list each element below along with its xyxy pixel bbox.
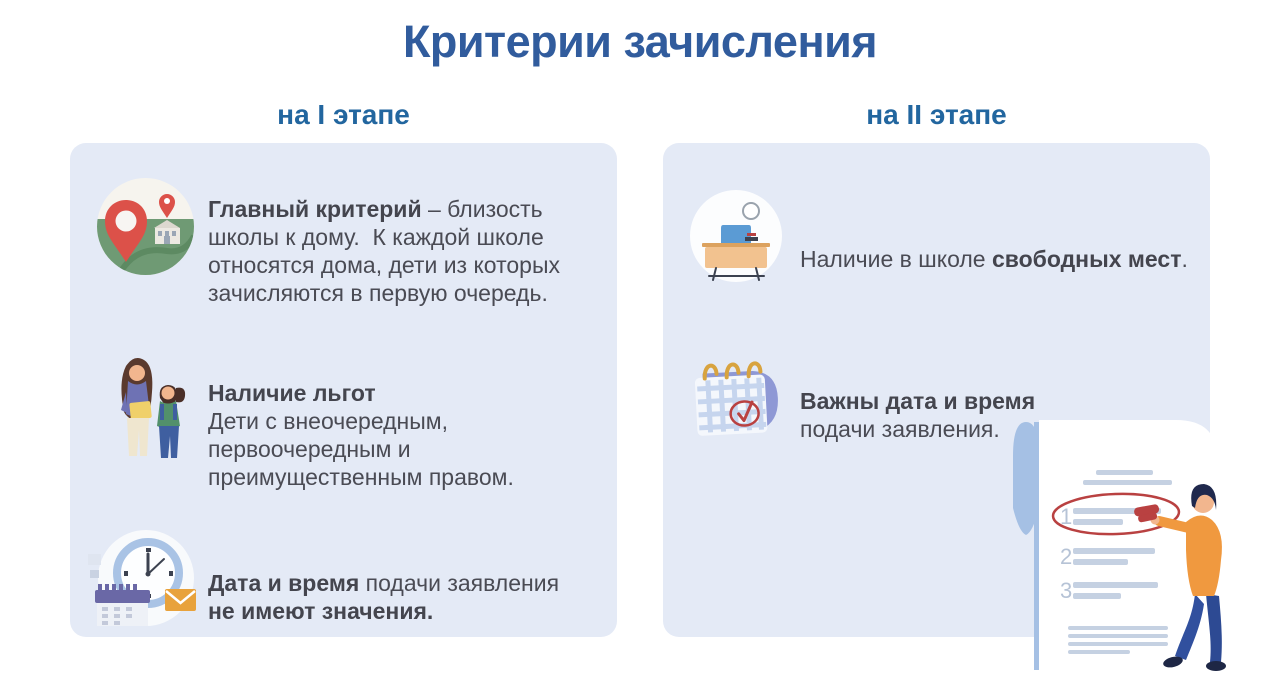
- stage2-item1-text: [800, 245, 1210, 273]
- mother-child-icon: [104, 352, 199, 462]
- list-number-1: 1: [1060, 504, 1073, 529]
- stage1-item1-bold: Главный критерий: [208, 196, 422, 222]
- scroll-ribbon: [1013, 422, 1039, 535]
- list-number-3: 3: [1060, 578, 1073, 603]
- page-title: Критерии зачисления: [402, 16, 878, 67]
- clock-calendar-icon: [86, 528, 198, 628]
- stage1-item2-title: Наличие льгот: [208, 380, 376, 406]
- person-checklist-illustration: [1000, 412, 1280, 678]
- stage2-item1-bold: свободных мест: [991, 246, 1182, 272]
- map-location-icon: [97, 178, 194, 275]
- school-desk-icon: [690, 190, 782, 282]
- stage1-item2-body: Дети с внеочередным, первоочередным и преимущественным правом.: [208, 408, 514, 490]
- stage1-item2-text: [208, 379, 568, 491]
- list-number-2: 2: [1060, 544, 1073, 569]
- stage1-item1-rest: – близость школы к дому. К каждой школе относятся дома, дети из которых зачисляются в первую очередь.: [208, 196, 560, 306]
- calendar-check-icon: [688, 352, 783, 447]
- stage2-item1-post: .: [1181, 246, 1188, 272]
- stage1-item3-rest1: подачи заявления: [359, 570, 560, 596]
- stage2-item1-pre: Наличие в школе: [800, 246, 992, 272]
- stage1-item3-bold1: Дата и время: [208, 570, 360, 596]
- stage2-item2-rest: подачи заявления.: [800, 416, 1000, 442]
- stage1-item1-text: [208, 195, 570, 307]
- stage2-item2-bold: Важны дата и время: [800, 388, 1036, 414]
- stage1-item3-text: [208, 569, 608, 625]
- stage1-header: на I этапе: [277, 99, 410, 130]
- stage2-header: на II этапе: [866, 99, 1007, 130]
- stage1-item3-bold2: не имеют значения.: [208, 598, 434, 624]
